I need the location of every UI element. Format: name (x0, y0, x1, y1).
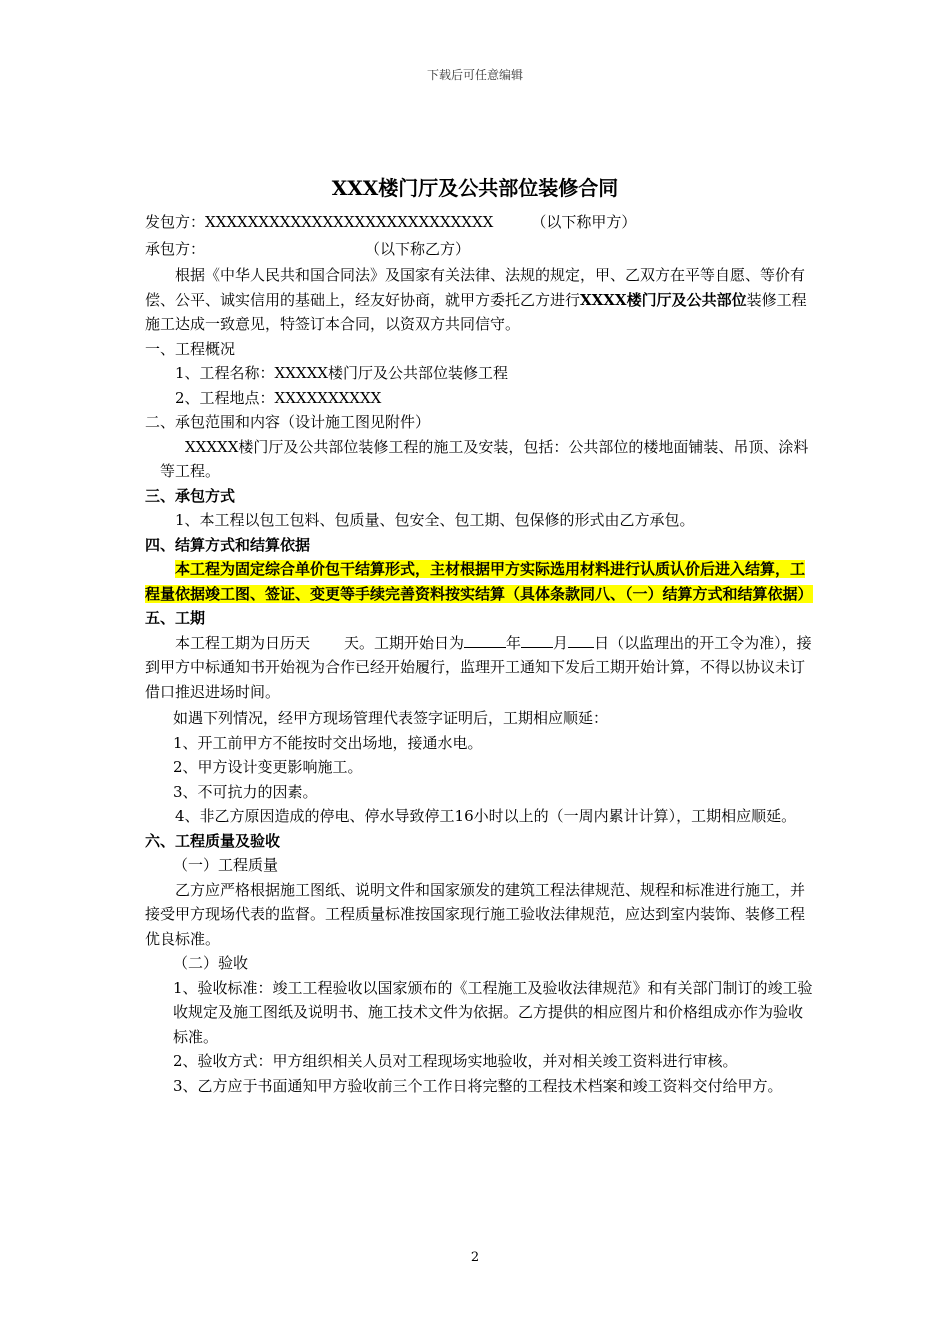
section-3-item-1: 1、本工程以包工包料、包质量、包安全、包工期、包保修的形式由乙方承包。 (175, 511, 695, 529)
delay-item-1: 1、开工前甲方不能按时交出场地，接通水电。 (173, 733, 483, 752)
delay-intro: 如遇下列情况，经甲方现场管理代表签字证明后，工期相应顺延： (173, 709, 609, 727)
month-label: 月 (553, 633, 569, 652)
party-b-label: 承包方： (145, 239, 206, 258)
section-6-heading: 六、工程质量及验收 (145, 831, 281, 850)
duration-text: 本工程工期为日历天 (175, 633, 311, 652)
section-2-heading: 二、承包范围和内容（设计施工图见附件） (145, 413, 431, 431)
section-4-highlight-text: 本工程为固定综合单价包干结算形式，主材根据甲方实际选用材料进行认质认价后进入结算，工程量依据竣工图、签证、变更等手续完善资料按实结算（具体条款同 (145, 560, 806, 603)
section-4-text (145, 557, 813, 606)
intro-text-1: 根据《中华人民共和国合同法》及国家有关法律、法规的规定，甲、乙双方在平等自愿、等价有偿、公平、诚实信用的基础上，经友好协商，就甲方委托乙方进行 (145, 266, 806, 309)
quality-text: 乙方应严格根据施工图纸、说明文件和国家颁发的建筑工程法律规范、规程和标准进行施工，并接受甲方现场代表的监督。工程质量标准按国家现行施工验收法律规范，应达到室内装饰、装修工程优良标准。 (145, 880, 806, 948)
party-a-note: （以下称甲方） (531, 213, 637, 231)
year-blank (464, 632, 506, 648)
intro-paragraph (145, 263, 813, 337)
contract-body (145, 210, 813, 1098)
acceptance-item-1: 1、验收标准：竣工工程验收以国家颁布的《工程施工及验收法律规范》和有关部门制订的竣工验收规定及施工图纸及说明书、施工技术文件为依据。乙方提供的相应图片和价格组成亦作为验收标准。 (173, 978, 813, 1046)
party-b-note: （以下称乙方） (365, 239, 471, 258)
section-3-heading: 三、承包方式 (145, 486, 236, 505)
intro-bold-project: XXXX楼门厅及公共部位 (580, 290, 747, 309)
party-a-value: XXXXXXXXXXXXXXXXXXXXXXXXXXX (205, 213, 494, 231)
intro-text-2: 装修工程施工达成一致意见，特签订本合同，以资双方共同信守。 (145, 290, 807, 333)
delay-item-3: 3、不可抗力的因素。 (173, 782, 318, 801)
month-blank (521, 632, 553, 648)
section-4-highlight-tail: 八、（一）结算方式和结算依据） (595, 584, 813, 603)
section-5-text (145, 631, 813, 705)
party-b-line (145, 237, 813, 262)
page-number: 2 (470, 1250, 480, 1265)
day-blank (568, 632, 594, 648)
acceptance-item-2: 2、验收方式：甲方组织相关人员对工程现场实地验收，并对相关竣工资料进行审核。 (173, 1052, 738, 1070)
header-note: 下载后可任意编辑 (426, 68, 523, 82)
section-5-heading: 五、工期 (145, 609, 206, 627)
party-a-line (145, 210, 813, 235)
section-1-heading: 一、工程概况 (145, 339, 236, 358)
start-date-text: 天。工期开始日为 (344, 633, 465, 652)
section-2-content: XXXXX楼门厅及公共部位装修工程的施工及安装，包括：公共部位的楼地面铺装、吊顶、涂料等工程。 (160, 437, 809, 480)
delay-item-4: 4、非乙方原因造成的停电、停水导致停工16小时以上的（一周内累计计算），工期相应顺延。 (175, 807, 797, 825)
quality-subheading: （一）工程质量 (173, 856, 279, 874)
delay-item-2: 2、甲方设计变更影响施工。 (173, 758, 363, 776)
year-label: 年 (506, 633, 522, 652)
section-1-item-1: 1、工程名称：XXXXX楼门厅及公共部位装修工程 (175, 364, 508, 382)
acceptance-item-3: 3、乙方应于书面通知甲方验收前三个工作日将完整的工程技术档案和竣工资料交付给甲方。 (173, 1076, 783, 1095)
party-a-label: 发包方： (145, 213, 206, 231)
contract-title: XXX楼门厅及公共部位装修合同 (331, 176, 619, 200)
section-4-heading: 四、结算方式和结算依据 (145, 535, 311, 554)
section-2-text (145, 435, 813, 484)
duration-rest-text: 日（以监理出的开工令为准），接到甲方中标通知书开始视为合作已经开始履行，监理开工通知下发后工期开始计算，不得以协议未订借口推迟进场时间。 (145, 633, 812, 701)
acceptance-subheading: （二）验收 (173, 954, 249, 972)
section-1-item-2: 2、工程地点：XXXXXXXXXX (175, 388, 382, 407)
